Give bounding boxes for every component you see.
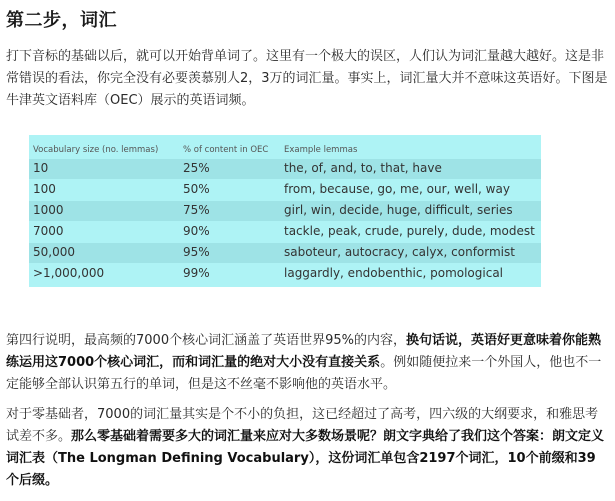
- table-header-row: [29, 139, 541, 159]
- cell-examples: laggardly, endobenthic, pomological: [284, 266, 504, 280]
- beginner-text: 对于零基础者，7000的词汇量其实是个不小的负担，这已经超过了高考，四六级的大纲要求，和雅思考试差不多。: [6, 407, 599, 444]
- table-row: [29, 243, 541, 263]
- cell-size: 7000: [33, 224, 64, 238]
- cell-percent: 75%: [183, 203, 210, 217]
- cell-examples: from, because, go, me, our, well, way: [284, 182, 510, 196]
- cell-size: >1,000,000: [33, 266, 105, 280]
- cell-examples: girl, win, decide, huge, difficult, series: [284, 203, 513, 217]
- cell-percent: 50%: [183, 182, 210, 196]
- beginner-bold-text: 那么零基础着需要多大的词汇量来应对大多数场景呢？朗文字典给了我们这个答案：朗文定义词汇表（The Longman Defining Vocabulary），这份词汇单包含2197个词汇，10个前缀和39个后缀。: [6, 429, 605, 488]
- cell-size: 50,000: [33, 245, 75, 259]
- cell-examples: tackle, peak, crude, purely, dude, modest: [284, 224, 535, 238]
- table-row: [29, 159, 541, 179]
- section-heading: 第二步，词汇: [6, 10, 117, 31]
- cell-size: 100: [33, 182, 56, 196]
- analysis-bold-text: 换句话说，英语好更意味着你能熟练运用这7000个核心词汇，而和词汇量的绝对大小没有直接关系: [6, 333, 601, 370]
- cell-examples: the, of, and, to, that, have: [284, 161, 442, 175]
- cell-percent: 90%: [183, 224, 210, 238]
- analysis-paragraph: [6, 330, 608, 396]
- beginner-paragraph: [6, 404, 608, 492]
- table-row: [29, 201, 541, 221]
- cell-size: 10: [33, 161, 49, 175]
- table-row: [29, 264, 541, 284]
- header-content-percent: % of content in OEC: [183, 145, 269, 155]
- cell-size: 1000: [33, 203, 64, 217]
- cell-percent: 99%: [183, 266, 210, 280]
- header-example-lemmas: Example lemmas: [284, 145, 358, 155]
- analysis-text-end: 。例如随便拉来一个外国人，他也不一定能够全部认识第五行的单词，但是这不丝毫不影响他的英语水平。: [6, 355, 602, 392]
- header-vocabulary-size: Vocabulary size (no. lemmas): [33, 145, 159, 155]
- cell-percent: 95%: [183, 245, 210, 259]
- oec-frequency-table: [29, 135, 541, 287]
- table-row: [29, 180, 541, 200]
- analysis-text: 第四行说明，最高频的7000个核心词汇涵盖了英语世界95%的内容，: [6, 333, 406, 348]
- cell-examples: saboteur, autocracy, calyx, conformist: [284, 245, 515, 259]
- table-row: [29, 222, 541, 242]
- cell-percent: 25%: [183, 161, 210, 175]
- intro-paragraph: 打下音标的基础以后，就可以开始背单词了。这里有一个极大的误区，人们认为词汇量越大越好。这是非常错误的看法，你完全没有必要羡慕别人2，3万的词汇量。事实上，词汇量大并不意味这英语好。下图是牛津英文语料库（OEC）展示的英语词频。: [6, 49, 608, 108]
